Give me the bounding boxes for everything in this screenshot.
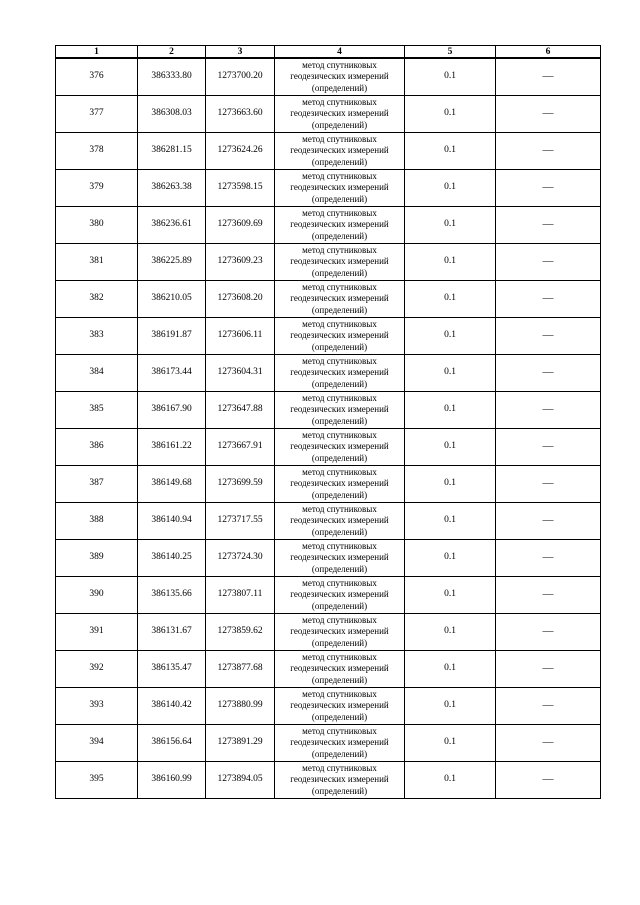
method-line: метод спутниковых <box>302 244 377 255</box>
point-number-cell: 383 <box>56 318 138 355</box>
table-row <box>56 762 601 799</box>
method-line: (определений) <box>311 119 368 130</box>
x-coordinate-cell: 386308.03 <box>138 96 206 133</box>
x-coordinate-cell: 386161.22 <box>138 429 206 466</box>
method-cell <box>275 96 405 133</box>
x-coordinate-cell: 386191.87 <box>138 318 206 355</box>
x-coordinate-cell: 386140.42 <box>138 688 206 725</box>
y-coordinate-cell: 1273877.68 <box>206 651 275 688</box>
method-line: геодезических измерений <box>290 700 389 711</box>
y-coordinate-cell: 1273859.62 <box>206 614 275 651</box>
accuracy-cell: 0.1 <box>405 762 496 799</box>
table-row <box>56 614 601 651</box>
method-line: метод спутниковых <box>302 59 377 70</box>
method-line: (определений) <box>311 341 368 352</box>
method-line: (определений) <box>311 230 368 241</box>
method-cell <box>275 318 405 355</box>
x-coordinate-cell: 386149.68 <box>138 466 206 503</box>
method-line: метод спутниковых <box>302 540 377 551</box>
table-row <box>56 244 601 281</box>
method-cell <box>275 170 405 207</box>
method-line: (определений) <box>311 785 368 796</box>
method-line: (определений) <box>311 452 368 463</box>
y-coordinate-cell: 1273700.20 <box>206 58 275 96</box>
y-coordinate-cell: 1273894.05 <box>206 762 275 799</box>
note-cell: — <box>496 170 601 207</box>
method-line: метод спутниковых <box>302 281 377 292</box>
accuracy-cell: 0.1 <box>405 503 496 540</box>
y-coordinate-cell: 1273880.99 <box>206 688 275 725</box>
y-coordinate-cell: 1273699.59 <box>206 466 275 503</box>
method-cell <box>275 355 405 392</box>
note-cell: — <box>496 207 601 244</box>
y-coordinate-cell: 1273608.20 <box>206 281 275 318</box>
accuracy-cell: 0.1 <box>405 540 496 577</box>
accuracy-cell: 0.1 <box>405 170 496 207</box>
x-coordinate-cell: 386263.38 <box>138 170 206 207</box>
x-coordinate-cell: 386281.15 <box>138 133 206 170</box>
x-coordinate-cell: 386131.67 <box>138 614 206 651</box>
x-coordinate-cell: 386156.64 <box>138 725 206 762</box>
method-line: геодезических измерений <box>290 737 389 748</box>
point-number-cell: 385 <box>56 392 138 429</box>
accuracy-cell: 0.1 <box>405 96 496 133</box>
method-line: геодезических измерений <box>290 478 389 489</box>
method-line: метод спутниковых <box>302 170 377 181</box>
method-line: метод спутниковых <box>302 503 377 514</box>
y-coordinate-cell: 1273624.26 <box>206 133 275 170</box>
method-line: геодезических измерений <box>290 256 389 267</box>
coordinates-table <box>55 45 601 799</box>
point-number-cell: 381 <box>56 244 138 281</box>
table-row <box>56 651 601 688</box>
method-cell <box>275 429 405 466</box>
accuracy-cell: 0.1 <box>405 392 496 429</box>
table-row <box>56 207 601 244</box>
point-number-cell: 387 <box>56 466 138 503</box>
method-line: геодезических измерений <box>290 108 389 119</box>
method-line: (определений) <box>311 82 368 93</box>
point-number-cell: 394 <box>56 725 138 762</box>
method-cell <box>275 281 405 318</box>
note-cell: — <box>496 133 601 170</box>
note-cell: — <box>496 577 601 614</box>
table-row <box>56 58 601 96</box>
table-row <box>56 281 601 318</box>
note-cell: — <box>496 318 601 355</box>
table-row <box>56 429 601 466</box>
table-header <box>56 46 601 59</box>
method-line: метод спутниковых <box>302 392 377 403</box>
method-line: метод спутниковых <box>302 96 377 107</box>
header-col-5: 5 <box>405 46 496 59</box>
method-cell <box>275 207 405 244</box>
note-cell: — <box>496 762 601 799</box>
point-number-cell: 378 <box>56 133 138 170</box>
method-cell <box>275 577 405 614</box>
header-col-4: 4 <box>275 46 405 59</box>
table-row <box>56 577 601 614</box>
accuracy-cell: 0.1 <box>405 318 496 355</box>
accuracy-cell: 0.1 <box>405 133 496 170</box>
accuracy-cell: 0.1 <box>405 725 496 762</box>
note-cell: — <box>496 540 601 577</box>
note-cell: — <box>496 614 601 651</box>
method-cell <box>275 614 405 651</box>
x-coordinate-cell: 386135.47 <box>138 651 206 688</box>
method-line: геодезических измерений <box>290 774 389 785</box>
x-coordinate-cell: 386225.89 <box>138 244 206 281</box>
method-line: (определений) <box>311 304 368 315</box>
point-number-cell: 379 <box>56 170 138 207</box>
point-number-cell: 380 <box>56 207 138 244</box>
method-line: метод спутниковых <box>302 429 377 440</box>
method-cell <box>275 651 405 688</box>
accuracy-cell: 0.1 <box>405 688 496 725</box>
method-line: геодезических измерений <box>290 515 389 526</box>
table-row <box>56 355 601 392</box>
accuracy-cell: 0.1 <box>405 429 496 466</box>
method-line: метод спутниковых <box>302 688 377 699</box>
point-number-cell: 384 <box>56 355 138 392</box>
method-line: метод спутниковых <box>302 577 377 588</box>
method-line: геодезических измерений <box>290 182 389 193</box>
header-col-1: 1 <box>56 46 138 59</box>
method-line: метод спутниковых <box>302 133 377 144</box>
method-line: геодезических измерений <box>290 626 389 637</box>
method-line: (определений) <box>311 156 368 167</box>
method-line: метод спутниковых <box>302 614 377 625</box>
table-row <box>56 392 601 429</box>
x-coordinate-cell: 386140.94 <box>138 503 206 540</box>
table-row <box>56 318 601 355</box>
point-number-cell: 376 <box>56 58 138 96</box>
y-coordinate-cell: 1273667.91 <box>206 429 275 466</box>
x-coordinate-cell: 386160.99 <box>138 762 206 799</box>
method-line: геодезических измерений <box>290 219 389 230</box>
method-line: (определений) <box>311 489 368 500</box>
method-line: (определений) <box>311 267 368 278</box>
method-line: (определений) <box>311 711 368 722</box>
note-cell: — <box>496 429 601 466</box>
method-line: геодезических измерений <box>290 441 389 452</box>
table-row <box>56 466 601 503</box>
note-cell: — <box>496 688 601 725</box>
x-coordinate-cell: 386210.05 <box>138 281 206 318</box>
y-coordinate-cell: 1273891.29 <box>206 725 275 762</box>
point-number-cell: 377 <box>56 96 138 133</box>
y-coordinate-cell: 1273604.31 <box>206 355 275 392</box>
method-line: геодезических измерений <box>290 404 389 415</box>
table-row <box>56 133 601 170</box>
method-cell <box>275 133 405 170</box>
y-coordinate-cell: 1273598.15 <box>206 170 275 207</box>
y-coordinate-cell: 1273647.88 <box>206 392 275 429</box>
accuracy-cell: 0.1 <box>405 281 496 318</box>
method-line: (определений) <box>311 674 368 685</box>
method-line: метод спутниковых <box>302 355 377 366</box>
x-coordinate-cell: 386140.25 <box>138 540 206 577</box>
method-cell <box>275 503 405 540</box>
accuracy-cell: 0.1 <box>405 58 496 96</box>
method-line: геодезических измерений <box>290 330 389 341</box>
x-coordinate-cell: 386236.61 <box>138 207 206 244</box>
method-line: (определений) <box>311 378 368 389</box>
note-cell: — <box>496 392 601 429</box>
method-line: (определений) <box>311 526 368 537</box>
table-row <box>56 170 601 207</box>
table-row <box>56 688 601 725</box>
method-line: геодезических измерений <box>290 367 389 378</box>
note-cell: — <box>496 355 601 392</box>
table-row <box>56 540 601 577</box>
method-line: метод спутниковых <box>302 466 377 477</box>
method-line: (определений) <box>311 415 368 426</box>
note-cell: — <box>496 244 601 281</box>
y-coordinate-cell: 1273724.30 <box>206 540 275 577</box>
method-line: геодезических измерений <box>290 71 389 82</box>
note-cell: — <box>496 96 601 133</box>
header-row <box>56 46 601 59</box>
method-line: геодезических измерений <box>290 552 389 563</box>
method-line: метод спутниковых <box>302 651 377 662</box>
y-coordinate-cell: 1273717.55 <box>206 503 275 540</box>
method-line: (определений) <box>311 563 368 574</box>
note-cell: — <box>496 58 601 96</box>
header-col-3: 3 <box>206 46 275 59</box>
method-line: (определений) <box>311 637 368 648</box>
note-cell: — <box>496 651 601 688</box>
accuracy-cell: 0.1 <box>405 244 496 281</box>
method-line: (определений) <box>311 600 368 611</box>
note-cell: — <box>496 281 601 318</box>
method-line: метод спутниковых <box>302 762 377 773</box>
y-coordinate-cell: 1273807.11 <box>206 577 275 614</box>
point-number-cell: 388 <box>56 503 138 540</box>
accuracy-cell: 0.1 <box>405 355 496 392</box>
table-row <box>56 96 601 133</box>
note-cell: — <box>496 725 601 762</box>
method-line: геодезических измерений <box>290 145 389 156</box>
point-number-cell: 386 <box>56 429 138 466</box>
point-number-cell: 390 <box>56 577 138 614</box>
accuracy-cell: 0.1 <box>405 207 496 244</box>
method-cell <box>275 392 405 429</box>
y-coordinate-cell: 1273663.60 <box>206 96 275 133</box>
method-line: (определений) <box>311 193 368 204</box>
table-body <box>56 58 601 799</box>
table-row <box>56 503 601 540</box>
point-number-cell: 389 <box>56 540 138 577</box>
accuracy-cell: 0.1 <box>405 614 496 651</box>
method-line: метод спутниковых <box>302 207 377 218</box>
method-line: геодезических измерений <box>290 589 389 600</box>
x-coordinate-cell: 386173.44 <box>138 355 206 392</box>
note-cell: — <box>496 466 601 503</box>
x-coordinate-cell: 386135.66 <box>138 577 206 614</box>
method-cell <box>275 58 405 96</box>
point-number-cell: 391 <box>56 614 138 651</box>
x-coordinate-cell: 386167.90 <box>138 392 206 429</box>
y-coordinate-cell: 1273609.69 <box>206 207 275 244</box>
method-cell <box>275 688 405 725</box>
point-number-cell: 392 <box>56 651 138 688</box>
method-line: геодезических измерений <box>290 663 389 674</box>
method-line: (определений) <box>311 748 368 759</box>
note-cell: — <box>496 503 601 540</box>
method-cell <box>275 762 405 799</box>
header-col-6: 6 <box>496 46 601 59</box>
accuracy-cell: 0.1 <box>405 577 496 614</box>
method-line: геодезических измерений <box>290 293 389 304</box>
method-cell <box>275 244 405 281</box>
method-line: метод спутниковых <box>302 725 377 736</box>
point-number-cell: 395 <box>56 762 138 799</box>
method-cell <box>275 725 405 762</box>
y-coordinate-cell: 1273606.11 <box>206 318 275 355</box>
point-number-cell: 382 <box>56 281 138 318</box>
y-coordinate-cell: 1273609.23 <box>206 244 275 281</box>
method-cell <box>275 466 405 503</box>
x-coordinate-cell: 386333.80 <box>138 58 206 96</box>
method-line: метод спутниковых <box>302 318 377 329</box>
method-cell <box>275 540 405 577</box>
point-number-cell: 393 <box>56 688 138 725</box>
accuracy-cell: 0.1 <box>405 466 496 503</box>
accuracy-cell: 0.1 <box>405 651 496 688</box>
header-col-2: 2 <box>138 46 206 59</box>
table-row <box>56 725 601 762</box>
